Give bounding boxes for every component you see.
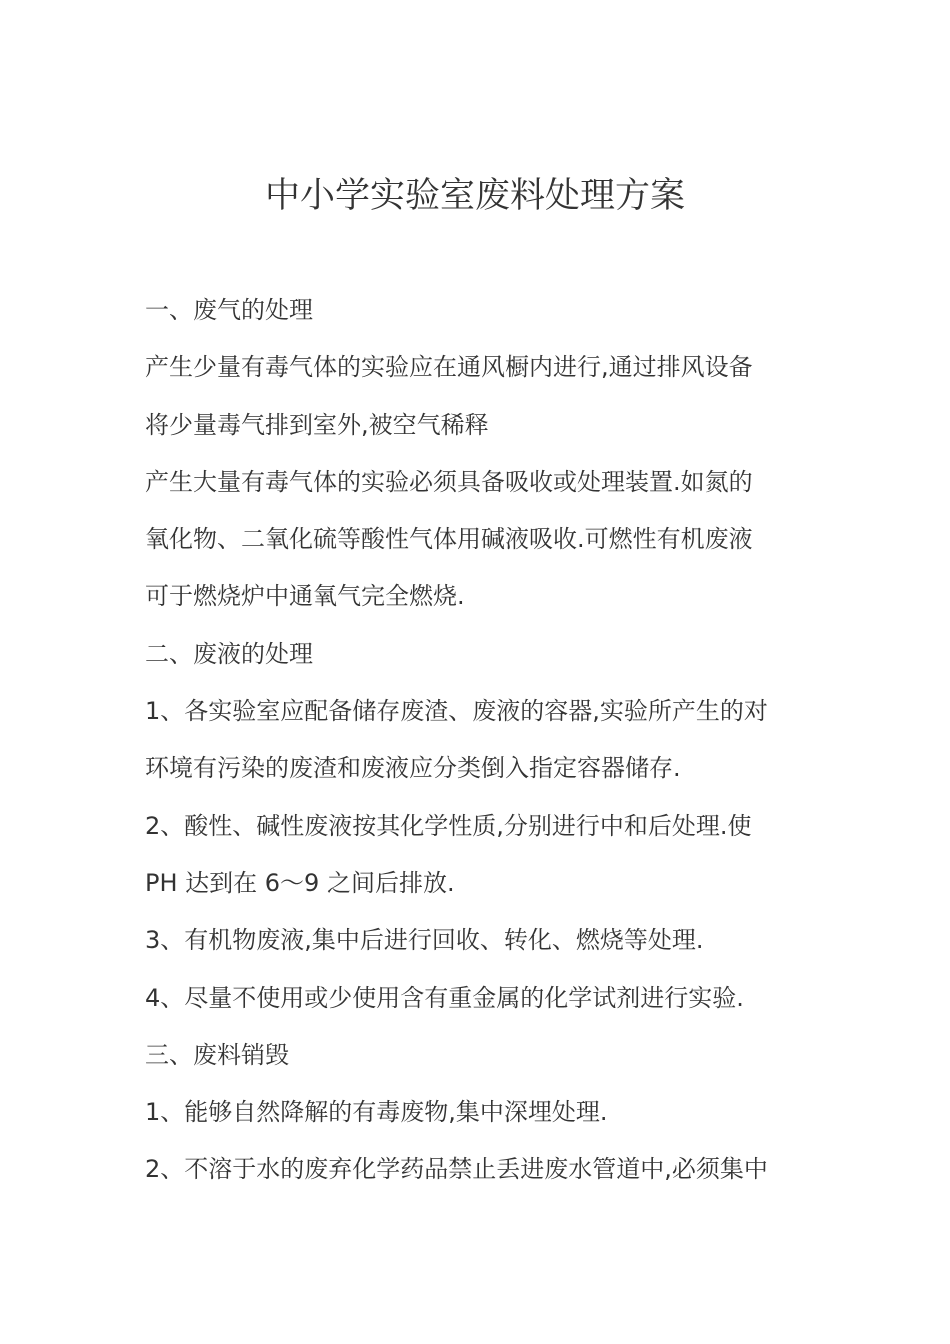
paragraph-line: 产生少量有毒气体的实验应在通风橱内进行,通过排风设备 <box>145 353 753 382</box>
list-item-line: 2、酸性、碱性废液按其化学性质,分别进行中和后处理.使 <box>145 811 752 840</box>
paragraph-line: 将少量毒气排到室外,被空气稀释 <box>145 410 489 439</box>
document-title: 中小学实验室废料处理方案 <box>264 176 685 216</box>
document-body <box>145 288 815 1205</box>
section-heading-waste-destruction: 三、废料销毁 <box>145 1040 289 1069</box>
list-item-line: 4、尽量不使用或少使用含有重金属的化学试剂进行实验. <box>145 983 744 1012</box>
list-item-line: 1、能够自然降解的有毒废物,集中深埋处理. <box>145 1098 608 1127</box>
list-item-line: 2、不溶于水的废弃化学药品禁止丢进废水管道中,必须集中 <box>145 1155 768 1184</box>
list-item-line: 3、有机物废液,集中后进行回收、转化、燃烧等处理. <box>145 926 704 955</box>
list-item-line: 1、各实验室应配备储存废渣、废液的容器,实验所产生的对 <box>145 697 768 726</box>
section-heading-waste-liquid: 二、废液的处理 <box>145 639 313 668</box>
list-item-line: 环境有污染的废渣和废液应分类倒入指定容器储存. <box>145 754 681 783</box>
paragraph-line: 氧化物、二氧化硫等酸性气体用碱液吸收.可燃性有机废液 <box>145 525 753 554</box>
paragraph-line: 可于燃烧炉中通氧气完全燃烧. <box>145 582 465 611</box>
section-heading-waste-gas: 一、废气的处理 <box>145 296 313 324</box>
paragraph-line: 产生大量有毒气体的实验必须具备吸收或处理装置.如氮的 <box>145 467 753 496</box>
list-item-line: PH 达到在 6～9 之间后排放. <box>145 868 455 897</box>
